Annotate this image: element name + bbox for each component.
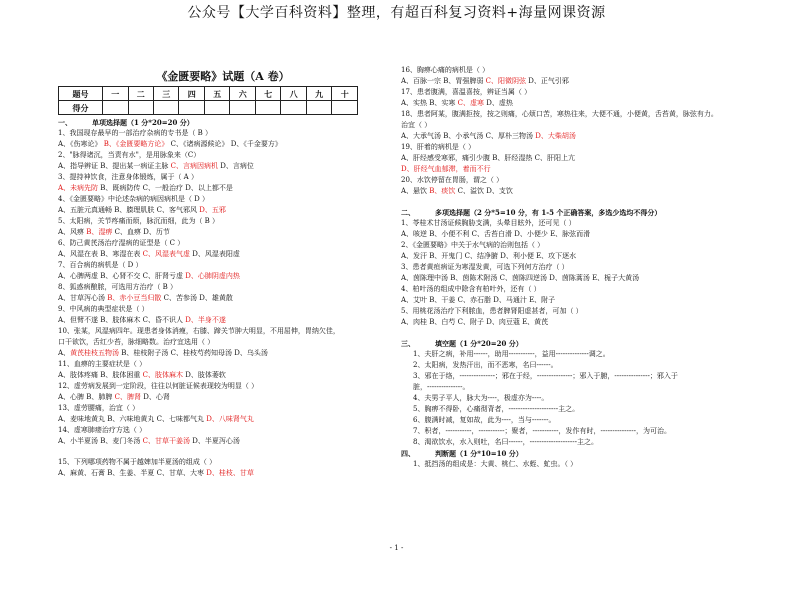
option-text: D、言病位 [218,162,254,170]
section-heading [401,448,746,459]
question-line [58,227,388,238]
option-text: A、实热 B、实寒 [401,99,458,107]
answer-highlight: B、湿痹 [86,228,113,236]
question-line: 15、下列哪项药物不属于越婢加半夏汤的组成（ ） [58,458,217,466]
answer-highlight: 黄芪桂枝五物汤 [70,349,120,357]
section-heading [58,117,388,128]
question-line: A、咳逆 B、小便不利 C、舌苔白滑 D、小便少 E、脉弦而滑 [401,230,591,238]
question-line: 7、百合病的病机是（ D ） [58,261,143,269]
question-line [58,183,388,194]
question-line: 14、虚寒肺痿治疗方选（ ） [58,426,147,434]
question-line: 7、积者，-----------，-----------；聚者，-----------，发作有时，---------------，为可治。 [413,427,671,435]
page-header: 公众号【大学百科资料】整理，有超百科复习资料+海量网课资源 [187,5,606,21]
score-cell [230,101,255,115]
question-line [401,76,746,87]
answer-highlight: D、八味肾气丸 [206,415,254,423]
option-text: D、半夏泻心汤 [190,437,240,445]
option-text: C、溢饮 D、支饮 [455,187,513,195]
question-line: A、发汗 B、开鬼门 C、结净腑 D、利小便 E、攻下逐水 [401,252,577,260]
question-list [401,65,746,197]
answer-highlight: A、未病先防 [58,184,99,192]
score-cell [255,101,280,115]
option-text: D、心肾 [141,393,170,401]
score-col: 八 [281,87,306,101]
section-number: 一、 [58,118,72,127]
question-line: A、茵陈理中汤 B、茵陈术附汤 C、茵陈四逆汤 D、茵陈蒿汤 E、栀子大黄汤 [401,274,640,282]
score-cell [332,101,358,115]
option-text: A、甘草泻心汤 [58,294,108,302]
question-line: 19、肝着的病机是（ ） [401,143,476,151]
answer-highlight: D、大柴胡汤 [535,132,576,140]
option-text: A、但臂不遂 B、肢体麻木 C、昏不识人 [58,316,186,324]
question-line: 8、狐惑病酿脓，可选用方治疗（ B ） [58,283,178,291]
option-text: D、正气引邪 [526,77,569,85]
score-col: 五 [204,87,229,101]
score-table [58,86,358,115]
question-line: 1、我国现存最早的一部治疗杂病的专书是（ B ） [58,129,213,137]
question-line: 16、胸痹心痛的病机是（ ） [401,66,490,74]
answer-highlight: C、虚寒 [457,99,485,107]
section-title: 填空题（1 分*20=20 分） [435,339,523,348]
question-line: 9、中风病的典型症状是（ ） [58,305,149,313]
answer-highlight: D、心肺阴虚内热 [185,272,240,280]
spacer [401,328,746,338]
score-col: 六 [230,87,255,101]
question-line: 12、虚劳病发展到一定阶段，往往以何脏证候表现较为明显（ ） [58,382,259,390]
right-column [401,65,746,470]
option-text: B、既病防传 C、一般治疗 D、以上都不是 [98,184,233,192]
option-text: A、大承气汤 B、小承气汤 C、厚朴三物汤 [401,132,536,140]
question-line [58,205,388,216]
question-line: 4、夫男子平人，脉大为----，极虚亦为----。 [413,394,549,402]
answer-highlight: C、甘草干姜汤 [142,437,191,445]
question-line: A、肝经感受寒邪，痛引少腹 B、肝经湿热 C、肝阳上亢 [401,154,576,162]
score-col: 一 [103,87,128,101]
question-line: 1、抵挡汤的组成是：大黄、桃仁、水蛭、虻虫。（ ） [413,460,578,468]
score-row-label: 题号 [59,87,103,101]
score-cell [179,101,204,115]
question-line: A、艾叶 B、干姜 C、赤石脂 D、马通汁 E、附子 [401,296,556,304]
option-text: C、《诸病源候论》 D、《千金要方》 [168,140,282,148]
answer-highlight: D、桂枝、甘草 [206,469,254,477]
score-table-score-row [59,101,358,115]
question-line: 3、患者黄疸病证为寒湿发黄，可选下列何方治疗（ ） [401,263,569,271]
question-list [58,128,388,479]
spacer [401,197,746,207]
question-line [401,164,746,175]
question-line: 6、腹满时减，复如故，此为----，当与-------。 [413,416,556,424]
question-line: 1、夫肝之病，补用------，助用-----------，益用--------------调之。 [413,350,610,358]
answer-highlight: D、五邪 [199,206,226,214]
score-col: 九 [306,87,331,101]
question-line: 4、《金匮要略》中论述杂病的病因病机是（ D ） [58,195,210,203]
question-line [58,293,388,304]
score-col: 二 [128,87,153,101]
answer-highlight: B、痰饮 [429,187,456,195]
question-line: 5、用桃花汤治疗下利脓血，患者脾肾阳虚甚者，可加（ ） [401,307,583,315]
question-line [58,139,388,150]
option-text: D、肢体萎软 [183,371,226,379]
answer-highlight: C、风湿表气虚 [142,250,191,258]
option-text: C、苦参汤 D、雄黄散 [161,294,233,302]
option-text: A、肢体疼痛 B、肢体困重 [58,371,143,379]
section-title: 多项选择题（2 分*5=10 分，有 1-5 个正确答案，多选少选均不得分） [435,208,662,217]
option-text: B、桂枝附子汤 C、桂枝芍药知母汤 D、乌头汤 [119,349,268,357]
option-text: A、 [58,349,71,357]
question-line: A、肉桂 B、白芍 C、附子 D、肉豆蔻 E、黄芪 [401,318,549,326]
option-text: A、悬饮 [401,187,430,195]
question-line [58,392,388,403]
question-line: 3、邪在于络，---------------；邪在于经，---------------；邪入于腑，---------------；邪入于 [413,372,678,380]
question-line [58,414,388,425]
question-line: 2、《金匮要略》中关于水气病的治则包括（ ） [401,241,545,249]
question-line: 1、苓桂术甘汤证候胸胁支满，头晕目眩外，还可见（ ） [401,219,576,227]
option-text: A、心脾 B、肺脾 [58,393,115,401]
question-line: 5、太阳病，关节疼痛而烦，脉沉而细，此为（ B ） [58,217,220,225]
score-cell [128,101,153,115]
option-text: A、风湿在表 B、寒湿在表 [58,250,143,258]
question-line: 脏，---------------。 [413,383,470,391]
question-line: 11、血痹的主要症状是（ ） [58,360,147,368]
question-list [401,218,746,328]
question-line [58,271,388,282]
score-col: 三 [154,87,179,101]
question-line: 18、患者阿某，腹满拒按，按之则痛，心烦口苦，寒热往来，大便不通，小便黄，舌苔黄，脉弦有力。 [401,110,718,118]
option-text: A、百脉一宗 B、胃强脾弱 [401,77,486,85]
score-cell [306,101,331,115]
question-line: 8、渴欲饮水，水入则吐，名曰------，--------------------主之。 [413,438,598,446]
question-line: 口干欲饮，舌红少苔，脉细略数。治疗宜选用（ ） [58,338,215,346]
answer-highlight: C、脾肾 [114,393,142,401]
question-line [58,468,388,479]
question-line [401,98,746,109]
option-text: A、心脾两虚 B、心肾不交 C、肝肾亏虚 [58,272,186,280]
answer-highlight: C、阳微阴弦 [485,77,527,85]
section-number: 二、 [401,208,415,217]
score-cell [204,101,229,115]
score-cell [103,101,128,115]
score-col: 十 [332,87,358,101]
question-line: 3、提持神饮食，注意身体锻炼，属于（ A ） [58,173,198,181]
section-title: 单项选择题（1 分*20=20 分） [92,118,194,127]
question-line [58,161,388,172]
question-line: 6、防己黄芪汤治疗湿病的证型是（ C ） [58,239,185,247]
answer-highlight: D、半身不遂 [185,316,226,324]
section-number: 四、 [401,449,415,458]
option-text: A、麦味地黄丸 B、六味地黄丸 C、七味都气丸 [58,415,207,423]
option-text: D、风湿表阳虚 [190,250,240,258]
question-line: 17、患者腹满，喜温喜按，辨证当属（ ） [401,88,532,96]
question-line: 治宜（ ） [401,121,432,129]
option-text: A、小半夏汤 B、麦门冬汤 [58,437,143,445]
section-title: 判断题（1 分*10=10 分） [435,449,523,458]
question-line [401,131,746,142]
option-text: A、五脏元真通畅 B、腠理肌肤 C、客气邪风 [58,206,200,214]
answer-highlight: C、肢体麻木 [142,371,184,379]
page-number: - 1 - [389,544,404,552]
question-line: 2、"脉得诸沉，当责有水"，是用脉象来（C） [58,151,201,159]
score-table-header-row [59,87,358,101]
option-text: A、麻黄、石膏 B、生姜、半夏 C、甘草、大枣 [58,469,207,477]
question-line: 20、水饮停留在胃肠，谓之（ ） [401,176,504,184]
score-col: 四 [179,87,204,101]
question-line: 4、柏叶汤的组成中除含有柏叶外，还有（ ） [401,285,541,293]
question-line [58,370,388,381]
question-line [58,249,388,260]
section-number: 三、 [401,339,415,348]
spacer [58,447,388,457]
section-heading [401,338,746,349]
option-text: A、《伤寒论》 [58,140,104,148]
answer-highlight: B、赤小豆当归散 [107,294,162,302]
question-line [401,186,746,197]
option-text: A、指导辨证 B、提出某一病证主脉 [58,162,171,170]
question-line: 5、胸痹不得卧，心痛彻背者，---------------------主之。 [413,405,580,413]
option-text: C、血痹 D、历节 [112,228,170,236]
question-line: 10、张某，风湿病四年。现患者身体消瘦，右膝、蹄关节肿大明显，不用屈伸，胃纳欠佳， [58,327,340,335]
score-cell [154,101,179,115]
question-line [58,348,388,359]
question-line [58,436,388,447]
left-column [58,117,388,479]
score-cell [281,101,306,115]
score-row-label: 得分 [59,101,103,115]
answer-highlight: C、言病因病机 [170,162,219,170]
option-text: D、虚热 [484,99,513,107]
question-line [58,315,388,326]
question-list [401,349,746,448]
page-title: 《金匮要略》试题（A 卷） [156,70,290,83]
answer-highlight: D、肝经气血郁滞，着而不行 [401,165,491,173]
answer-highlight: B、《金匮要略方论》 [103,140,169,148]
score-col: 七 [255,87,280,101]
section-heading [401,207,746,218]
question-line: 2、太阳病，发热汗出，而不恶寒，名曰------。 [413,361,558,369]
question-list [401,459,746,470]
question-line: 13、虚劳腰痛，治宜（ ） [58,404,140,412]
option-text: A、风痹 [58,228,87,236]
